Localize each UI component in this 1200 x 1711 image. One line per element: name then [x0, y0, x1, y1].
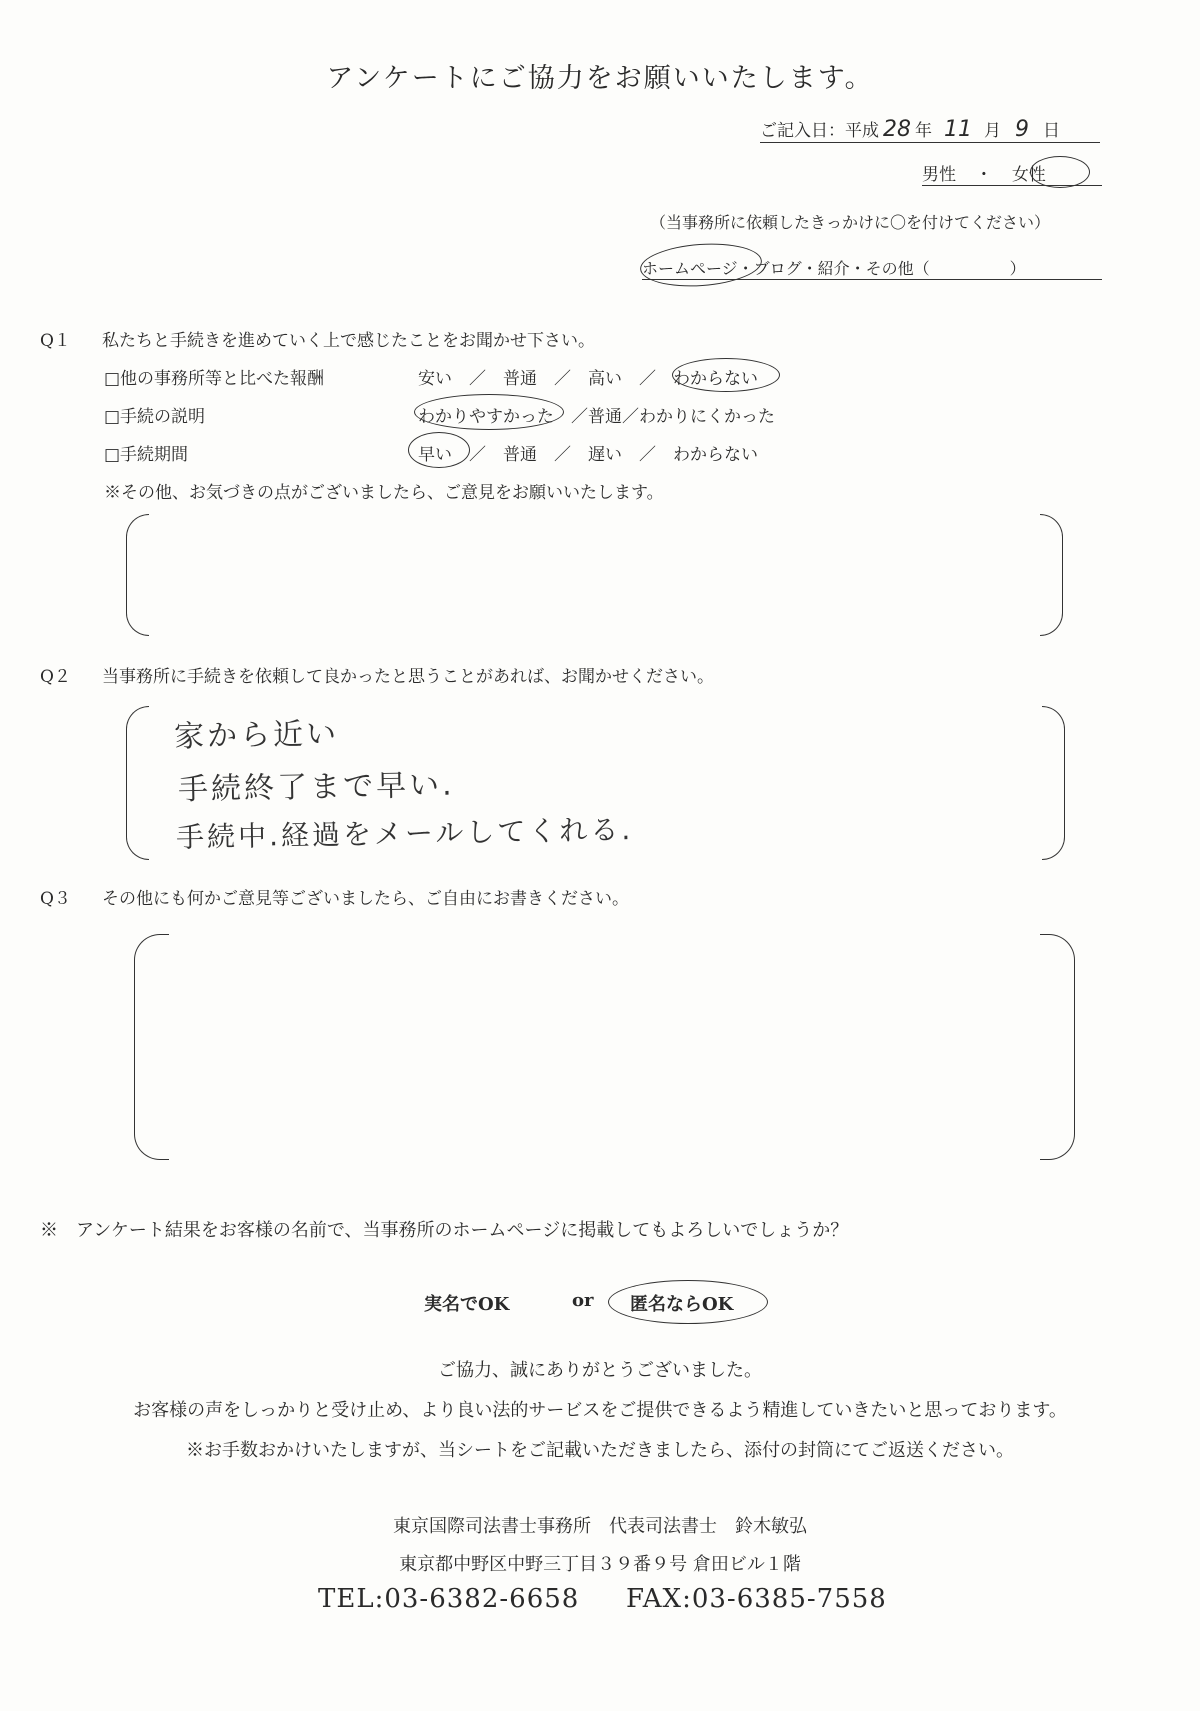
thanks-line-2: お客様の声をしっかりと受け止め、より良い法的サービスをご提供できるよう精進していきたいと思っております。 [133, 1400, 1067, 1421]
fee-selection-circle [672, 358, 780, 392]
q1-item-label-explanation: □手続の説明 [104, 407, 206, 427]
q2-answer-box-left [126, 706, 149, 860]
thanks-line-3: ※お手数おかけいたしますが、当シートをご記載いただきましたら、添付の封筒にてご返送ください。 [186, 1440, 1014, 1461]
q2-question: 当事務所に手続きを依頼して良かったと思うことがあれば、お聞かせください。 [102, 667, 714, 687]
q1-item-label-period: □手続期間 [104, 445, 189, 465]
entry-date-month: 11 [944, 117, 972, 142]
trigger-options: ホームページ・ブログ・紹介・その他（ ） [642, 256, 1102, 280]
q1-item-label-fee: □他の事務所等と比べた報酬 [104, 369, 325, 389]
q2-answer-line-2: 手続終了まで早い. [177, 767, 455, 808]
month-unit: 月 [984, 121, 1001, 141]
publish-option-real[interactable]: 実名でOK [424, 1294, 510, 1315]
gender-female[interactable]: 女性 [1011, 165, 1046, 185]
q2-number: Q２ [40, 667, 71, 687]
publish-selection-circle [608, 1280, 768, 1324]
q3-answer-box-left [134, 934, 169, 1160]
office-fax: FAX:03-6385-7558 [626, 1584, 887, 1614]
office-tel: TEL:03-6382-6658 [318, 1584, 580, 1614]
trigger-selection-circle [639, 240, 764, 290]
office-name: 東京国際司法書士事務所 代表司法書士 鈴木敏弘 [393, 1516, 807, 1537]
office-address: 東京都中野区中野三丁目３９番９号 倉田ビル１階 [399, 1554, 801, 1575]
gender-separator: ・ [975, 165, 993, 185]
entry-date [760, 116, 1100, 143]
entry-date-label: ご記入日：平成 [760, 121, 879, 141]
entry-date-day: 9 [1015, 117, 1029, 142]
q3-question: その他にも何かご意見等ございましたら、ご自由にお書きください。 [102, 889, 629, 909]
publish-or: or [572, 1290, 594, 1311]
q1-note: ※その他、お気づきの点がございましたら、ご意見をお願いいたします。 [104, 483, 664, 503]
q2-answer-line-1: 家から近い [173, 716, 340, 755]
entry-date-year: 28 [883, 117, 911, 142]
explanation-selection-circle [414, 394, 564, 430]
gender-selection-circle [1030, 156, 1090, 188]
q1-question: 私たちと手続きを進めていく上で感じたことをお聞かせ下さい。 [102, 331, 595, 351]
q1-answer-box-right [1040, 514, 1063, 636]
period-selection-circle [408, 432, 470, 468]
year-unit: 年 [915, 121, 932, 141]
trigger-instruction: （当事務所に依頼したきっかけに〇を付けてください） [650, 213, 1051, 232]
q3-number: Q３ [40, 889, 71, 909]
thanks-line-1: ご協力、誠にありがとうございました。 [438, 1360, 762, 1381]
q1-number: Q１ [40, 331, 71, 351]
page-title: アンケートにご協力をお願いいたします。 [326, 63, 874, 94]
q1-item-options-period: 早い ／ 普通 ／ 遅い ／ わからない [418, 445, 758, 465]
q1-item-options-explanation: わかりやすかった ／普通／わかりにくかった [418, 407, 775, 427]
q2-answer-line-3: 手続中.経過をメールしてくれる. [175, 813, 634, 854]
q3-answer-box-right [1040, 934, 1075, 1160]
q2-answer-box-right [1042, 706, 1065, 860]
publish-question: ※ アンケート結果をお客様の名前で、当事務所のホームページに掲載してもよろしいでしょうか？ [40, 1220, 849, 1241]
publish-option-anon[interactable]: 匿名ならOK [630, 1294, 734, 1315]
q1-item-options-fee: 安い ／ 普通 ／ 高い ／ わからない [418, 369, 758, 389]
day-unit: 日 [1043, 121, 1060, 141]
gender-male[interactable]: 男性 [922, 165, 956, 185]
q1-answer-box-left [126, 514, 149, 636]
